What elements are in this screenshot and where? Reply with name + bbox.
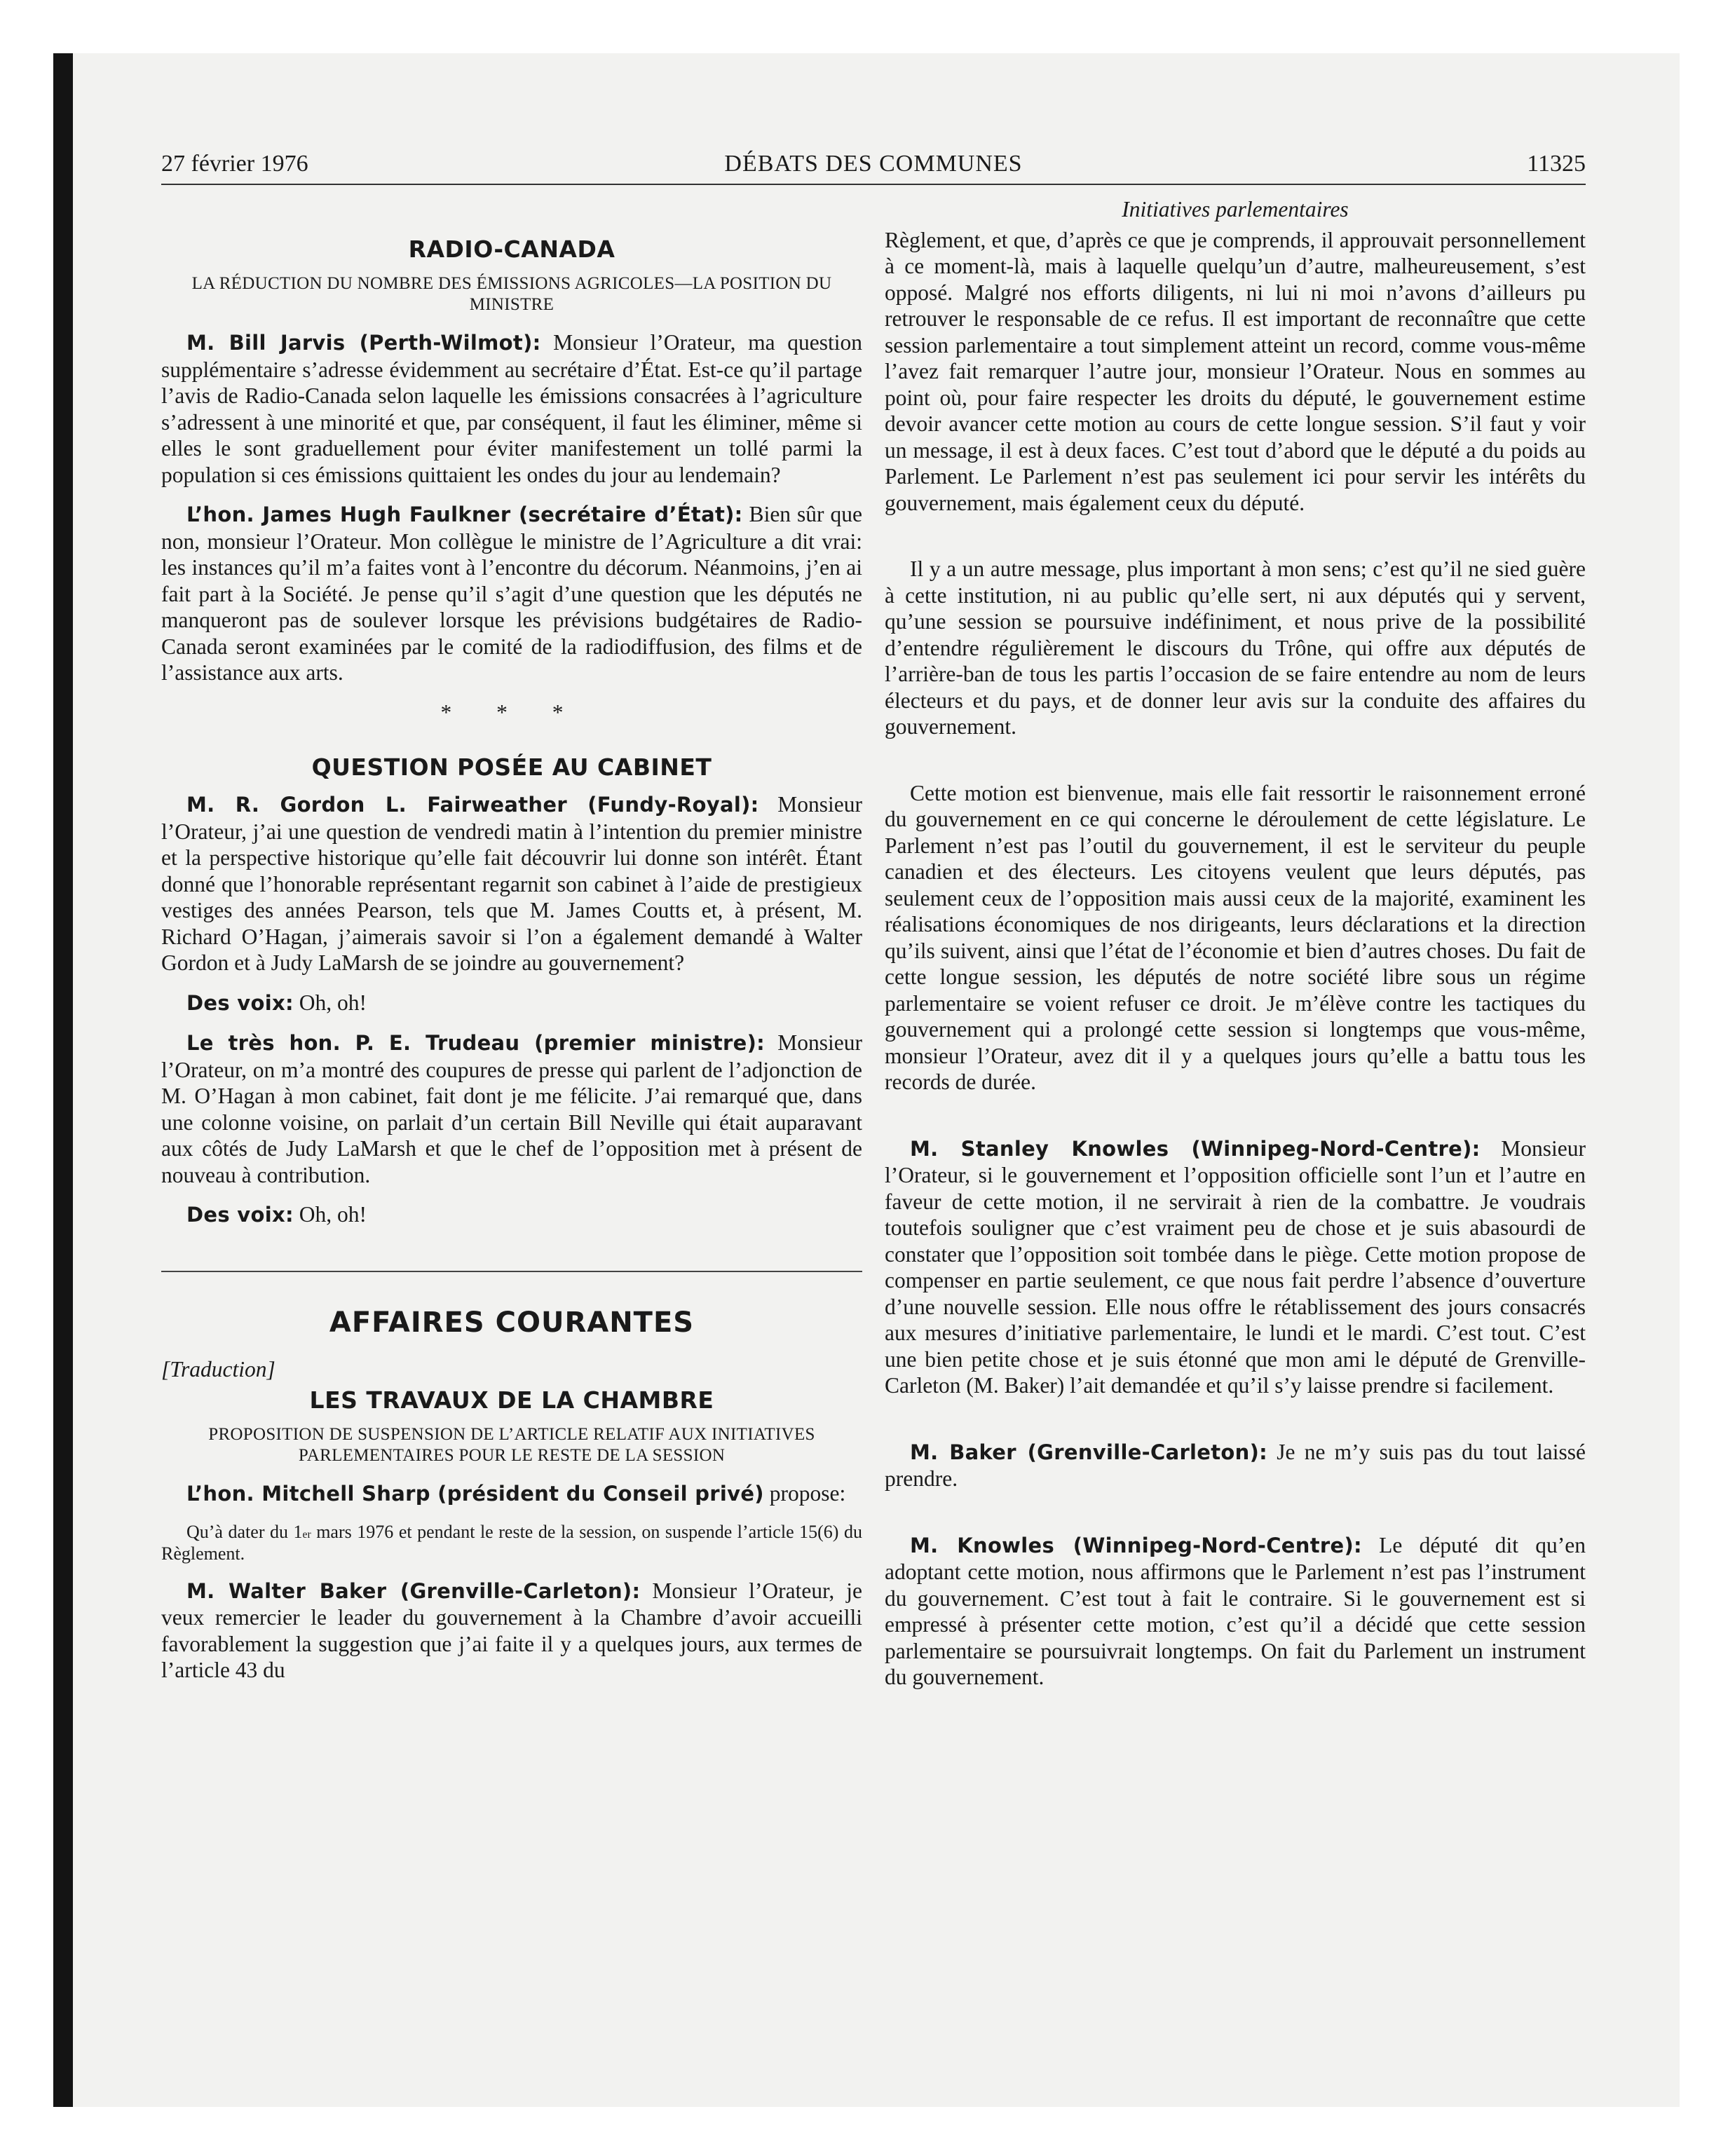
motion-part: Qu’à dater du 1 xyxy=(186,1521,303,1542)
header-page-number: 11325 xyxy=(1527,151,1586,177)
section-separator: * * * xyxy=(440,700,583,725)
speech-text: Oh, oh! xyxy=(293,990,367,1015)
paragraph-knowles-reply xyxy=(885,1532,1586,1691)
paragraph-gap xyxy=(885,529,1586,556)
heading-question-cabinet: QUESTION POSÉE AU CABINET xyxy=(311,753,712,781)
speech-text: propose: xyxy=(763,1481,846,1506)
speech-text: Je ne m’y suis pas du tout laissé prendre. xyxy=(885,1439,1586,1491)
section-rule xyxy=(161,1271,862,1272)
speaker-name: M. Bill Jarvis (Perth-Wilmot): xyxy=(186,331,541,355)
paragraph-voices-1 xyxy=(161,990,862,1017)
heading-affaires-courantes: AFFAIRES COURANTES xyxy=(329,1306,695,1339)
paragraph-message: Il y a un autre message, plus important à mon sens; c’est qu’il ne sied guère à cette institution, ni au public qu’elle sert, ni aux députés qui y servent, qu’une session se poursuive indéfiniment, et nous prive de la possibilité d’entendre régulièrement le discours du Trône, qui offre aux députés de l’arrière-ban de tous les partis l’occasion de se faire entendre au nom de leurs électeurs et du pays, et de donner leur avis sur la conduite des affaires du gouvernement. xyxy=(885,557,1586,739)
left-column xyxy=(161,196,862,1697)
paragraph-jarvis xyxy=(161,329,862,488)
speech-text: Monsieur l’Orateur, je veux remercier le leader du gouvernement à la Chambre d’avoir accueilli favorablement la suggestion que j’ai faite il y a quelques jours, aux termes de l’article 43 du xyxy=(161,1578,862,1682)
paragraph-baker-reply xyxy=(885,1439,1586,1492)
speech-text: Le député dit qu’en adoptant cette motion, nous affirmons que le Parlement n’est pas l’instrument du gouvernement. C’est tout à fait le contraire. Si le gouvernement est si empressé à présenter cette motion, c’est qu’il a décidé que cette session parlementaire se poursuivrait longtemps. On fait du Parlement un instrument du gouvernement. xyxy=(885,1532,1586,1689)
right-column xyxy=(885,196,1586,1704)
speaker-name: Des voix: xyxy=(186,990,294,1015)
speech-text: Bien sûr que non, monsieur l’Orateur. Mon collègue le ministre de l’Agriculture a dit vrai: les instances qu’il m’a faites vont à l’encontre du décorum. Néanmoins, j’en ai fait part à la Société. Je pense qu’il s’agit d’une question que les députés ne manqueront pas de soulever lorsque les prévisions budgétaires de Radio-Canada seront examinées par le comité de la radiodiffusion, des films et de l’assistance aux arts. xyxy=(161,502,862,685)
paragraph-motion-bienvenue: Cette motion est bienvenue, mais elle fait ressortir le raisonnement erroné du gouvernement en ce qui concerne le déroulement de cette législature. Le Parlement n’est pas l’outil du gouvernement, il est le serviteur du peuple canadien et des électeurs. Les citoyens veulent que leurs députés, pas seulement ceux de l’opposition mais aussi ceux de la majorité, examinent les réalisations économiques de nos dirigeants, leurs déclarations et la direction qu’ils suivent, ainsi que l’état de l’économie et bien d’autres choses. Du fait de cette longue session, les députés de notre société libre sous un régime parlementaire se voient refuser ce droit. Je m’élève contre les tactiques du gouvernement qui a prolongé cette session si longtemps que vous-même, monsieur l’Orateur, avez dit il y a quelques jours qu’elle a battu tous les records de durée. xyxy=(885,780,1586,1094)
binding-edge xyxy=(53,53,73,2107)
speaker-name: M. Baker (Grenville-Carleton): xyxy=(910,1440,1268,1464)
paragraph-knowles xyxy=(885,1135,1586,1399)
speaker-name: L’hon. Mitchell Sharp (président du Conseil privé) xyxy=(186,1482,764,1506)
speaker-name: M. Walter Baker (Grenville-Carleton): xyxy=(186,1578,641,1603)
speech-text: Monsieur l’Orateur, ma question supplémentaire s’adresse évidemment au secrétaire d’État. Est-ce qu’il partage l’avis de Radio-Canada selon laquelle les émissions consacrées à l’agriculture s’adressent à une minorité et que, par conséquent, il faut les éliminer, même si elles le sont graduellement pour éviter manifestement un tollé parmi la population si ces émissions quittaient les ondes du jour au lendemain? xyxy=(161,330,862,487)
paragraph-gap xyxy=(885,753,1586,780)
speaker-name: M. Knowles (Winnipeg-Nord-Centre): xyxy=(910,1533,1362,1557)
speaker-name: Le très hon. P. E. Trudeau (premier ministre): xyxy=(186,1031,766,1055)
speech-text: Monsieur l’Orateur, si le gouvernement et l’opposition officielle sont l’un et l’autre en faveur de cette motion, il ne servirait à rien de la combattre. Je voudrais toutefois souligner que c’est vraiment peu de chose et je suis abasourdi de constater que l’opposition soit tombée dans le piège. Cette motion propose de compenser en partie seulement, ce que nous fait perdre l’absence d’ouverture d’une nouvelle session. Elle nous offre le rétablissement des jours consacrés aux mesures d’initiative parlementaire, le lundi et le mardi. C’est tout. C’est une bien petite chose et je suis étonné que mon ami le député de Grenville-Carleton (M. Baker) l’ait demandée et qu’il s’y laisse prendre si facilement. xyxy=(885,1135,1586,1398)
paragraph-sharp xyxy=(161,1480,862,1508)
running-head: Initiatives parlementaires xyxy=(1122,197,1349,221)
paragraph-baker xyxy=(161,1578,862,1684)
header-rule xyxy=(161,184,1586,185)
paragraph-gap xyxy=(885,1109,1586,1135)
paragraph-gap xyxy=(885,1412,1586,1439)
header-date: 27 février 1976 xyxy=(161,151,308,177)
speaker-name: L’hon. James Hugh Faulkner (secrétaire d’État): xyxy=(186,503,743,526)
heading-radio-canada: RADIO-CANADA xyxy=(408,236,615,263)
subheading-proposition: PROPOSITION DE SUSPENSION DE L’ARTICLE RELATIF AUX INITIATIVES PARLEMENTAIRES POUR LE RESTE DE LA SESSION xyxy=(208,1425,815,1465)
page-header xyxy=(161,144,1586,184)
subheading-emissions-agricoles: LA RÉDUCTION DU NOMBRE DES ÉMISSIONS AGRICOLES—LA POSITION DU MINISTRE xyxy=(191,274,832,314)
paragraph-trudeau xyxy=(161,1030,862,1188)
motion-text xyxy=(161,1521,862,1564)
paragraph-continued: Règlement, et que, d’après ce que je comprends, il approuvait personnellement à ce moment-là, mais à laquelle quelqu’un d’autre, malheureusement, s’est opposé. Malgré nos efforts diligents, ni lui ni moi n’avons d’ailleurs pu retrouver le responsable de ce refus. Il est important de reconnaître que cette session parlementaire a tout simplement atteint un record, comme vous-même l’avez fait remarquer l’autre jour, monsieur l’Orateur. Nous en sommes au point où, pour faire respecter les droits du député, le gouvernement estime devoir avancer cette motion au cours de cette longue session. S’il faut y voir un message, il est à deux faces. C’est tout d’abord que le député a du poids au Parlement. Le Parlement n’est pas seulement ici pour servir les intérêts du gouvernement, mais également ceux du député. xyxy=(885,227,1586,515)
speaker-name: M. R. Gordon L. Fairweather (Fundy-Royal): xyxy=(186,793,759,817)
header-title: DÉBATS DES COMMUNES xyxy=(724,151,1023,177)
heading-travaux-chambre: LES TRAVAUX DE LA CHAMBRE xyxy=(309,1386,714,1414)
paragraph-fairweather xyxy=(161,791,862,976)
speech-text: Monsieur l’Orateur, on m’a montré des coupures de presse qui parlent de l’adjonction de M. O’Hagan à mon cabinet, fait dont je me félicite. J’ai remarqué que, dans une colonne voisine, on parlait d’un certain Bill Neville qui était auparavant aux côtés de Judy LaMarsh et que le chef de l’opposition met à présent de nouveau à contribution. xyxy=(161,1030,862,1187)
paragraph-voices-2 xyxy=(161,1201,862,1229)
paragraph-gap xyxy=(885,1506,1586,1532)
motion-superscript: er xyxy=(302,1528,311,1541)
motion-part: mars 1976 et pendant le reste de la session, on suspende l’article 15(6) du Règlement. xyxy=(161,1521,862,1564)
paragraph-faulkner xyxy=(161,501,862,686)
translation-note: [Traduction] xyxy=(161,1356,275,1381)
speaker-name: Des voix: xyxy=(186,1203,294,1227)
speech-text: Monsieur l’Orateur, j’ai une question de vendredi matin à l’intention du premier ministre et la perspective historique qu’elle fait découvrir lui donne son intérêt. Étant donné que l’honorable représentant regarnit son cabinet à l’aide de prestigieux vestiges des années Pearson, tels que M. James Coutts et, à présent, M. Richard O’Hagan, j’aimerais savoir si l’on a également demandé à Walter Gordon et à Judy LaMarsh de se joindre au gouvernement? xyxy=(161,792,863,975)
speech-text: Oh, oh! xyxy=(293,1202,367,1227)
speaker-name: M. Stanley Knowles (Winnipeg-Nord-Centre): xyxy=(910,1136,1481,1161)
